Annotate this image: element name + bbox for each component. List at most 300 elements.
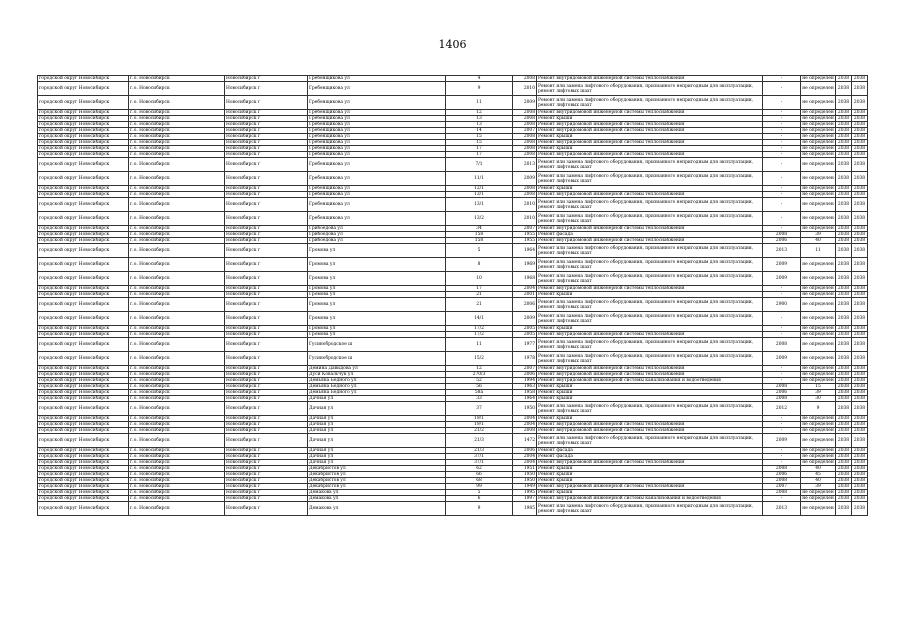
cell-plan-year-start: 2038 [836,76,852,82]
cell-last-repair-year: 2009 [763,272,801,286]
cell-house-number: 158 [446,232,513,238]
cell-repair-type: Ремонт внутридомовой инженерной системы теплоснабжения [537,460,763,466]
cell-wear-percent: 9 [801,402,836,416]
cell-last-repair-year: - [763,110,801,116]
cell-settlement: г.о. Новосибирск [129,378,225,384]
cell-wear-percent: не определен [801,82,836,96]
cell-street: Дачная ул [308,428,446,434]
cell-build-year: 2005 [513,332,537,338]
cell-municipal-district: городской округ Новосибирск [38,312,129,326]
cell-municipal-district: городской округ Новосибирск [38,396,129,402]
cell-wear-percent: 39 [801,484,836,490]
cell-city: Новосибирск г [225,378,308,384]
cell-street: Демакова ул [308,496,446,502]
cell-build-year: 1951 [513,466,537,472]
cell-city: Новосибирск г [225,312,308,326]
cell-plan-year-start: 2038 [836,82,852,96]
cell-wear-percent: не определен [802,146,834,151]
cell-municipal-district: городской округ Новосибирск [38,422,129,428]
cell-repair-type: Ремонт крыши [537,134,763,140]
table-row [38,212,868,226]
cell-wear-percent: не определен [802,366,834,371]
cell-last-repair-year: - [763,192,801,198]
cell-house-number: 12 [446,110,513,116]
cell-plan-year-end: 2038 [852,378,868,384]
cell-street: Гребенщикова ул [308,82,446,96]
cell-wear-percent: 45 [801,472,836,478]
cell-house-number: 5 [446,490,513,496]
cell-city: Новосибирск г [225,96,308,110]
cell-city: Новосибирск г [225,366,308,372]
cell-last-repair-year: 2006 [763,390,801,396]
cell-build-year: 2004 [513,422,537,428]
cell-municipal-district: городской округ Новосибирск [38,292,129,298]
cell-repair-type: Ремонт фасада [537,454,763,460]
cell-plan-year-start: 2038 [836,390,852,396]
cell-last-repair-year: 2009 [763,352,801,366]
page-number: 1406 [438,38,467,51]
cell-settlement: г.о. Новосибирск [129,496,225,502]
cell-city: Новосибирск г [225,448,308,454]
cell-city: Новосибирск г [225,496,308,502]
cell-build-year: 1949 [513,484,537,490]
cell-settlement: г.о. Новосибирск [129,146,225,152]
cell-house-number: 15 [446,134,513,140]
cell-wear-percent: не определен [801,198,836,212]
cell-last-repair-year: - [763,286,801,292]
cell-city: Новосибирск г [225,472,308,478]
cell-build-year: 2006 [513,372,537,378]
cell-municipal-district: городской округ Новосибирск [38,128,129,134]
cell-settlement: г.о. Новосибирск [129,226,225,232]
cell-street: Громова ул [308,258,446,272]
cell-settlement: г.о. Новосибирск [129,434,225,448]
cell-house-number: 12/1 [446,186,513,192]
cell-municipal-district: городской округ Новосибирск [38,122,129,128]
cell-municipal-district: городской округ Новосибирск [38,490,129,496]
cell-build-year: 2005 [513,326,537,332]
cell-plan-year-end: 2038 [852,396,868,402]
cell-settlement: г.о. Новосибирск [129,134,225,140]
cell-city: Новосибирск г [225,490,308,496]
cell-settlement: г.о. Новосибирск [129,352,225,366]
cell-plan-year-start: 2038 [836,366,852,372]
cell-repair-type: Ремонт или замена лифтового оборудования, признанного непригодным для эксплуатации, ремонт лифтовых шахт [537,158,763,172]
cell-repair-type: Ремонт или замена лифтового оборудования, признанного непригодным для эксплуатации, ремонт лифтовых шахт [537,402,763,416]
cell-house-number: 9 [446,82,513,96]
cell-settlement: г.о. Новосибирск [129,454,225,460]
cell-wear-percent: не определен [801,312,836,326]
cell-build-year: 2004 [513,286,537,292]
cell-settlement: г.о. Новосибирск [129,416,225,422]
cell-city: Новосибирск г [225,110,308,116]
cell-last-repair-year: 2008 [763,490,801,496]
cell-plan-year-end: 2038 [852,384,868,390]
cell-plan-year-start: 2038 [836,326,852,332]
cell-house-number: 13/1 [446,198,513,212]
cell-plan-year-end: 2038 [852,326,868,332]
cell-last-repair-year: 2008 [763,338,801,352]
cell-house-number: 37 [446,402,513,416]
cell-street: Грибоедова ул [308,232,446,238]
cell-municipal-district: городской округ Новосибирск [38,332,129,338]
cell-build-year: 2013 [513,158,537,172]
cell-repair-type: Ремонт или замена лифтового оборудования, признанного непригодным для эксплуатации, ремонт лифтовых шахт [537,352,763,366]
cell-municipal-district: городской округ Новосибирск [38,158,129,172]
cell-wear-percent: не определен [802,140,834,145]
cell-plan-year-start: 2038 [836,172,852,186]
cell-wear-percent: 40 [801,238,836,244]
cell-house-number: 52 [446,378,513,384]
cell-city: Новосибирск г [225,140,308,146]
cell-wear-percent: не определен [801,96,836,110]
table-row [38,312,868,326]
cell-municipal-district: городской округ Новосибирск [38,298,129,312]
cell-settlement: г.о. Новосибирск [129,212,225,226]
cell-settlement: г.о. Новосибирск [129,366,225,372]
cell-repair-type: Ремонт внутридомовой инженерной системы теплоснабжения [537,372,763,378]
cell-repair-type: Ремонт крыши [537,326,763,332]
cell-build-year: 2009 [513,312,537,326]
cell-repair-type: Ремонт фасада [537,448,763,454]
cell-wear-percent: не определен [802,186,834,191]
cell-wear-percent: не определен [802,134,834,139]
cell-plan-year-end: 2038 [852,152,868,158]
cell-plan-year-start: 2038 [836,186,852,192]
cell-last-repair-year: - [763,96,801,110]
cell-plan-year-start: 2038 [836,434,852,448]
table-row [38,96,868,110]
cell-last-repair-year: - [763,198,801,212]
cell-wear-percent: не определен [802,460,834,465]
cell-municipal-district: городской округ Новосибирск [38,384,129,390]
cell-street: Декабристов ул [308,466,446,472]
cell-municipal-district: городской округ Новосибирск [38,186,129,192]
cell-build-year: 1968 [513,272,537,286]
cell-house-number: 13/2 [446,212,513,226]
cell-municipal-district: городской округ Новосибирск [38,198,129,212]
cell-repair-type: Ремонт внутридомовой инженерной системы теплоснабжения [537,422,763,428]
cell-municipal-district: городской округ Новосибирск [38,140,129,146]
cell-wear-percent: не определен [801,212,836,226]
cell-wear-percent: не определен [802,416,834,421]
cell-street: Гребенщикова ул [308,140,446,146]
cell-repair-type: Ремонт или замена лифтового оборудования, признанного непригодным для эксплуатации, ремонт лифтовых шахт [537,298,763,312]
cell-repair-type: Ремонт крыши [537,384,763,390]
cell-city: Новосибирск г [225,128,308,134]
cell-plan-year-end: 2038 [852,502,868,516]
cell-repair-type: Ремонт или замена лифтового оборудования, признанного непригодным для эксплуатации, ремонт лифтовых шахт [537,172,763,186]
cell-build-year: 1994 [513,378,537,384]
table-row [38,338,868,352]
cell-house-number: 21 [446,298,513,312]
cell-repair-type: Ремонт фасада [537,232,763,238]
cell-settlement: г.о. Новосибирск [129,332,225,338]
cell-settlement: г.о. Новосибирск [129,172,225,186]
cell-settlement: г.о. Новосибирск [129,490,225,496]
cell-plan-year-end: 2038 [852,116,868,122]
cell-city: Новосибирск г [225,82,308,96]
cell-settlement: г.о. Новосибирск [129,244,225,258]
cell-last-repair-year: - [763,158,801,172]
cell-repair-type: Ремонт внутридомовой инженерной системы теплоснабжения [537,332,763,338]
cell-plan-year-end: 2038 [852,238,868,244]
cell-settlement: г.о. Новосибирск [129,140,225,146]
cell-municipal-district: городской округ Новосибирск [38,390,129,396]
cell-street: Громова ул [308,272,446,286]
cell-wear-percent: не определен [802,192,834,197]
cell-settlement: г.о. Новосибирск [129,484,225,490]
cell-street: Гребенщикова ул [308,146,446,152]
cell-plan-year-end: 2038 [852,490,868,496]
cell-last-repair-year: - [763,428,801,434]
cell-municipal-district: городской округ Новосибирск [38,326,129,332]
cell-last-repair-year: - [763,312,801,326]
cell-repair-type: Ремонт внутридомовой инженерной системы теплоснабжения [537,484,763,490]
cell-house-number: 11/1 [446,172,513,186]
cell-street: Гребенщикова ул [308,134,446,140]
cell-settlement: г.о. Новосибирск [129,448,225,454]
cell-last-repair-year: 2012 [763,402,801,416]
cell-plan-year-start: 2038 [836,232,852,238]
cell-settlement: г.о. Новосибирск [129,472,225,478]
cell-last-repair-year: - [763,226,801,232]
table-row [38,298,868,312]
table-row [38,502,868,516]
cell-street: Гребенщикова ул [308,192,446,198]
cell-last-repair-year: - [763,292,801,298]
cell-build-year: 2006 [513,448,537,454]
cell-street: Гребенщикова ул [308,122,446,128]
cell-plan-year-start: 2038 [836,402,852,416]
cell-municipal-district: городской округ Новосибирск [38,286,129,292]
cell-build-year: 1963 [513,384,537,390]
cell-repair-type: Ремонт внутридомовой инженерной системы теплоснабжения [537,76,763,82]
cell-wear-percent: не определен [802,454,834,459]
cell-last-repair-year: - [763,134,801,140]
cell-build-year: 2008 [513,152,537,158]
cell-wear-percent: не определен [801,172,836,186]
cell-city: Новосибирск г [225,158,308,172]
cell-settlement: г.о. Новосибирск [129,422,225,428]
cell-build-year: 2008 [513,192,537,198]
cell-street: Дуси Ковальчук ул [308,372,446,378]
cell-plan-year-end: 2038 [852,82,868,96]
cell-repair-type: Ремонт или замена лифтового оборудования, признанного непригодным для эксплуатации, ремонт лифтовых шахт [537,272,763,286]
cell-plan-year-start: 2038 [836,152,852,158]
cell-municipal-district: городской округ Новосибирск [38,96,129,110]
cell-wear-percent: не определен [801,258,836,272]
cell-street: Гребенщикова ул [308,152,446,158]
cell-settlement: г.о. Новосибирск [129,396,225,402]
cell-city: Новосибирск г [225,272,308,286]
cell-street: Громова ул [308,326,446,332]
cell-house-number: 17 [446,286,513,292]
cell-settlement: г.о. Новосибирск [129,258,225,272]
cell-municipal-district: городской округ Новосибирск [38,172,129,186]
cell-plan-year-start: 2038 [836,454,852,460]
cell-wear-percent: 15 [801,384,836,390]
cell-plan-year-end: 2038 [852,484,868,490]
cell-build-year: 2010 [513,198,537,212]
cell-house-number: 68 [446,478,513,484]
cell-municipal-district: городской округ Новосибирск [38,76,129,82]
cell-municipal-district: городской округ Новосибирск [38,496,129,502]
cell-settlement: г.о. Новосибирск [129,384,225,390]
cell-last-repair-year: 2007 [763,484,801,490]
cell-repair-type: Ремонт или замена лифтового оборудования, признанного непригодным для эксплуатации, ремонт лифтовых шахт [537,244,763,258]
cell-repair-type: Ремонт или замена лифтового оборудования, признанного непригодным для эксплуатации, ремонт лифтовых шахт [537,502,763,516]
cell-build-year: 2010 [513,82,537,96]
cell-repair-type: Ремонт крыши [537,186,763,192]
cell-city: Новосибирск г [225,402,308,416]
cell-build-year: 2008 [513,140,537,146]
cell-last-repair-year: 2008 [763,384,801,390]
cell-municipal-district: городской округ Новосибирск [38,238,129,244]
cell-street: Дачная ул [308,454,446,460]
cell-municipal-district: городской округ Новосибирск [38,152,129,158]
cell-plan-year-end: 2038 [852,110,868,116]
cell-plan-year-end: 2038 [852,416,868,422]
cell-municipal-district: городской округ Новосибирск [38,472,129,478]
cell-build-year: 1955 [513,238,537,244]
cell-plan-year-end: 2038 [852,422,868,428]
cell-street: Дачная ул [308,422,446,428]
cell-plan-year-end: 2038 [852,192,868,198]
cell-municipal-district: городской округ Новосибирск [38,258,129,272]
cell-street: Громова ул [308,292,446,298]
cell-plan-year-start: 2038 [836,372,852,378]
cell-settlement: г.о. Новосибирск [129,186,225,192]
cell-settlement: г.о. Новосибирск [129,372,225,378]
cell-last-repair-year: 2008 [763,466,801,472]
cell-settlement: г.о. Новосибирск [129,338,225,352]
cell-plan-year-start: 2038 [836,286,852,292]
cell-municipal-district: городской округ Новосибирск [38,192,129,198]
cell-plan-year-start: 2038 [836,472,852,478]
cell-repair-type: Ремонт внутридомовой инженерной системы теплоснабжения [537,152,763,158]
cell-city: Новосибирск г [225,258,308,272]
cell-street: Громова ул [308,298,446,312]
cell-house-number: 8 [446,258,513,272]
cell-settlement: г.о. Новосибирск [129,298,225,312]
cell-build-year: 2010 [513,212,537,226]
cell-build-year: 1950 [513,472,537,478]
cell-build-year: 1958 [513,390,537,396]
cell-wear-percent: не определен [802,448,834,453]
cell-plan-year-start: 2038 [836,244,852,258]
cell-plan-year-start: 2038 [836,496,852,502]
cell-house-number: 17 [446,152,513,158]
cell-plan-year-end: 2038 [852,338,868,352]
cell-city: Новосибирск г [225,244,308,258]
cell-wear-percent: 40 [801,466,836,472]
cell-build-year: 1995 [513,490,537,496]
cell-build-year: 2004 [513,454,537,460]
cell-city: Новосибирск г [225,428,308,434]
cell-last-repair-year: 2006 [763,472,801,478]
cell-municipal-district: городской округ Новосибирск [38,110,129,116]
cell-plan-year-start: 2038 [836,490,852,496]
cell-house-number: 21/3 [446,434,513,448]
cell-house-number: 270/3 [446,372,513,378]
cell-plan-year-end: 2038 [852,122,868,128]
cell-plan-year-end: 2038 [852,298,868,312]
cell-house-number: 14 [446,128,513,134]
cell-plan-year-start: 2038 [836,416,852,422]
cell-repair-type: Ремонт внутридомовой инженерной системы теплоснабжения [537,226,763,232]
cell-repair-type: Ремонт крыши [537,146,763,152]
cell-build-year: 1978 [513,352,537,366]
cell-house-number: 15 [446,140,513,146]
cell-repair-type: Ремонт крыши [537,292,763,298]
cell-plan-year-end: 2038 [852,186,868,192]
cell-last-repair-year: - [763,496,801,502]
cell-plan-year-end: 2038 [852,140,868,146]
cell-build-year: 1985 [513,502,537,516]
cell-city: Новосибирск г [225,332,308,338]
cell-build-year: 2009 [513,96,537,110]
cell-street: Декабристов ул [308,472,446,478]
cell-plan-year-end: 2038 [852,76,868,82]
cell-plan-year-start: 2038 [836,502,852,516]
cell-wear-percent: не определен [802,428,834,433]
cell-house-number: 13/1 [446,192,513,198]
cell-street: Гребенщикова ул [308,76,446,82]
cell-plan-year-end: 2038 [852,496,868,502]
cell-settlement: г.о. Новосибирск [129,292,225,298]
cell-municipal-district: городской округ Новосибирск [38,466,129,472]
cell-municipal-district: городской округ Новосибирск [38,484,129,490]
cell-plan-year-end: 2038 [852,312,868,326]
cell-repair-type: Ремонт внутридомовой инженерной системы теплоснабжения [537,140,763,146]
cell-plan-year-start: 2038 [836,332,852,338]
cell-repair-type: Ремонт внутридомовой инженерной системы теплоснабжения [537,192,763,198]
cell-city: Новосибирск г [225,326,308,332]
cell-repair-type: Ремонт крыши [537,116,763,122]
cell-street: Демьяна Бедного ул [308,390,446,396]
cell-settlement: г.о. Новосибирск [129,312,225,326]
cell-wear-percent: не определен [802,110,834,115]
cell-last-repair-year: - [763,454,801,460]
cell-last-repair-year: 2013 [763,244,801,258]
cell-plan-year-start: 2038 [836,110,852,116]
cell-city: Новосибирск г [225,384,308,390]
cell-last-repair-year: - [763,366,801,372]
cell-last-repair-year: 2009 [763,258,801,272]
cell-wear-percent: не определен [802,152,834,157]
cell-plan-year-start: 2038 [836,116,852,122]
cell-house-number: 14/1 [446,312,513,326]
cell-municipal-district: городской округ Новосибирск [38,226,129,232]
cell-city: Новосибирск г [225,434,308,448]
cell-build-year: 1950 [513,402,537,416]
cell-wear-percent: 30 [801,396,836,402]
cell-municipal-district: городской округ Новосибирск [38,82,129,96]
cell-municipal-district: городской округ Новосибирск [38,402,129,416]
cell-repair-type: Ремонт или замена лифтового оборудования, признанного непригодным для эксплуатации, ремонт лифтовых шахт [537,212,763,226]
cell-city: Новосибирск г [225,416,308,422]
cell-house-number: 56 [446,384,513,390]
cell-last-repair-year: - [763,152,801,158]
table-row [38,172,868,186]
cell-street: Демакова ул [308,502,446,516]
cell-last-repair-year: 2008 [763,232,801,238]
cell-house-number: 62 [446,466,513,472]
cell-repair-type: Ремонт или замена лифтового оборудования, признанного непригодным для эксплуатации, ремонт лифтовых шахт [537,434,763,448]
cell-city: Новосибирск г [225,116,308,122]
table-row [38,244,868,258]
